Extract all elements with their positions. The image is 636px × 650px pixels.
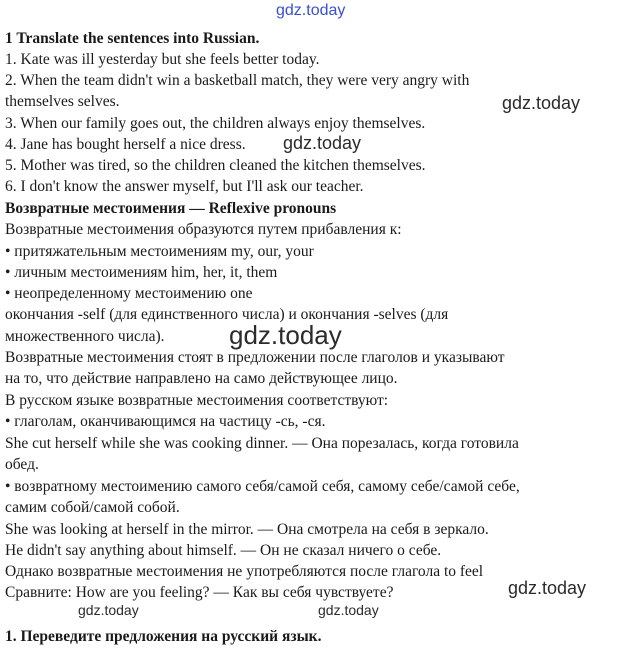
grammar-line: She cut herself while she was cooking dinner. — Она порезалась, когда готовила [5,435,519,452]
grammar-line: Однако возвратные местоимения не употребляются после глагола to feel [5,563,484,580]
grammar-line: Возвратные местоимения образуются путем прибавления к: [5,221,402,238]
exercise-sentence: 2. When the team didn't win a basketball match, they were very angry with [5,72,470,89]
exercise-sentence: 6. I don't know the answer myself, but I'll ask our teacher. [5,178,364,195]
exercise-sentence: 4. Jane has bought herself a nice dress. [5,136,246,153]
grammar-line: Сравните: How are you feeling? — Как вы себя чувствуете? [5,584,394,601]
grammar-line: обед. [5,456,39,473]
grammar-line: • возвратному местоимению самого себя/самой себя, самому себе/самой себе, [5,478,520,495]
grammar-line: • неопределенному местоимению one [5,285,253,302]
exercise-title: 1 Translate the sentences into Russian. [5,30,260,47]
grammar-line: • личным местоимениям him, her, it, them [5,264,278,281]
watermark-right: gdz.today [502,93,581,113]
grammar-line: • притяжательным местоимениям my, our, your [5,243,314,260]
grammar-line: В русском языке возвратные местоимения соответствуют: [5,392,389,409]
watermark-bottom-mid: gdz.today [318,602,379,618]
grammar-line: He didn't say anything about himself. — Он не сказал ничего о себе. [5,542,442,559]
watermark-center: gdz.today [229,320,342,350]
grammar-heading: Возвратные местоимения — Reflexive pronouns [5,200,337,217]
grammar-line: She was looking at herself in the mirror. — Она смотрела на себя в зеркало. [5,521,489,538]
grammar-line: множественного числа). [5,328,165,345]
exercise-sentence: 5. Mother was tired, so the children cleaned the kitchen themselves. [5,157,426,174]
watermark-bottom-right: gdz.today [508,578,587,598]
grammar-line: Возвратные местоимения стоят в предложении после глаголов и указывают [5,349,505,366]
grammar-line: самим собой/самой собой. [5,499,180,516]
answer-heading: 1. Переведите предложения на русский язык. [5,628,322,645]
exercise-sentence: 3. When our family goes out, the children always enjoy themselves. [5,115,426,132]
exercise-sentence: 1. Kate was ill yesterday but she feels better today. [5,51,320,68]
exercise-sentence: themselves selves. [5,93,120,110]
grammar-line: • глаголам, оканчивающимся на частицу -сь, -ся. [5,413,326,430]
grammar-line: окончания -self (для единственного числа) и окончания -selves (для [5,306,449,323]
watermark-bottom-left: gdz.today [78,602,139,618]
watermark-top: gdz.today [276,2,346,19]
grammar-line: на то, что действие направлено на само действующее лицо. [5,370,398,387]
watermark-inline: gdz.today [283,133,362,153]
